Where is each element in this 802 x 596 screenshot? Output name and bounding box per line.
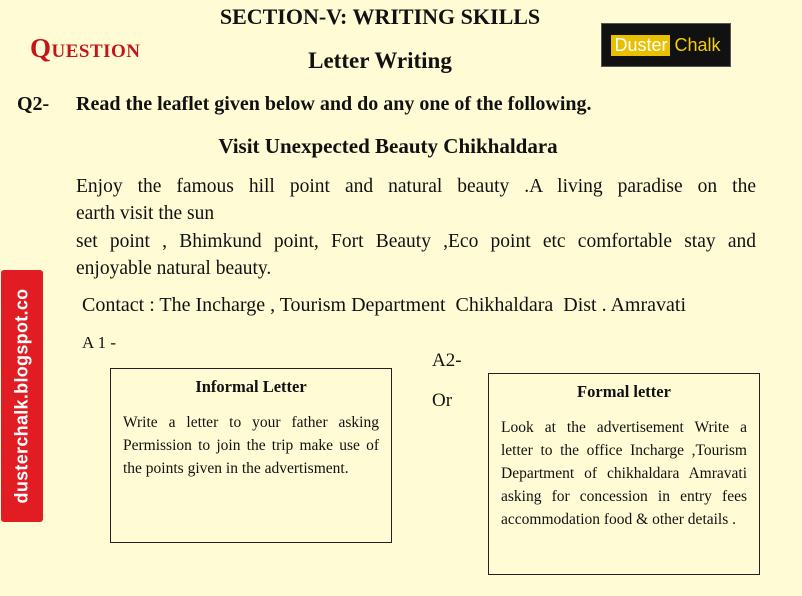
leaflet-para1-line1: Enjoy the famous hill point and natural beauty .A living paradise on the (76, 176, 756, 197)
side-banner[interactable] (1, 270, 43, 522)
question-label: Question (30, 33, 141, 63)
brand-word-chalk: Chalk (674, 34, 721, 55)
option-a1-label: A 1 - (82, 333, 116, 352)
leaflet-para2-line1: set point , Bhimkund point, Fort Beauty ,Eco point etc comfortable stay and (76, 231, 756, 252)
question-number: Q2- (17, 93, 50, 115)
leaflet-paragraph-1 (76, 173, 756, 227)
side-banner-text: dusterchalk.blogspot.co (11, 288, 32, 504)
formal-letter-title: Formal letter (577, 382, 671, 401)
leaflet-para1-line2: earth visit the sun (76, 203, 215, 224)
question-text: Read the leaflet given below and do any one of the following. (76, 93, 592, 115)
leaflet-contact: Contact : The Incharge , Tourism Department Chikhaldara Dist . Amravati (82, 294, 687, 316)
informal-letter-title: Informal Letter (195, 377, 307, 396)
informal-letter-body: Write a letter to your father asking Permission to join the trip make use of the points given in the advertisment. (123, 414, 379, 477)
leaflet-title: Visit Unexpected Beauty Chikhaldara (218, 134, 558, 158)
formal-letter-body: Look at the advertisement Write a letter to the office Incharge ,Tourism Department of chikhaldara Amravati asking for concession in entry fees accommodation food & other details . (501, 419, 747, 528)
informal-letter-box (110, 368, 392, 543)
leaflet-para2-line2: enjoyable natural beauty. (76, 258, 272, 279)
section-title: SECTION-V: WRITING SKILLS (219, 4, 541, 29)
brand-logo[interactable] (601, 23, 731, 67)
or-label: Or (432, 390, 453, 411)
page-subtitle: Letter Writing (308, 48, 452, 73)
brand-word-duster: Duster (611, 35, 670, 56)
formal-letter-box (488, 373, 760, 575)
option-a2-label: A2- (432, 350, 462, 371)
leaflet-paragraph-2 (76, 228, 756, 282)
